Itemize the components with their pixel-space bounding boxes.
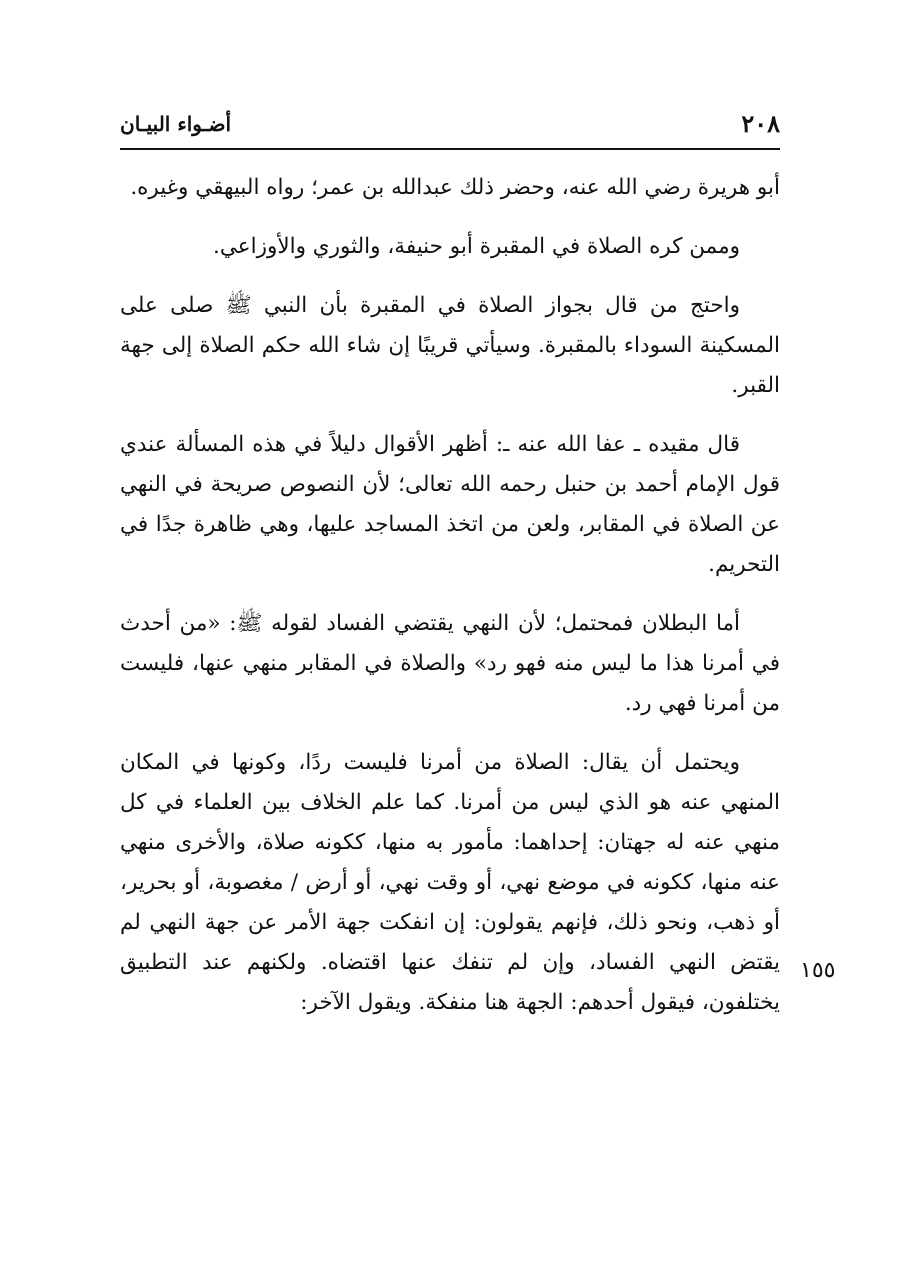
paragraph: ويحتمل أن يقال: الصلاة من أمرنا فليست ردًا، وكونها في المكان المنهي عنه هو الذي ليس من أمرنا. كما علم الخلاف بين العلماء في كل منهي عنه له جهتان: إحداهما: مأمور به منها، ككونه صلاة، والأخرى منهي عنه منها، ككونه في موضع نهي، أو وقت نهي، أو أرض / مغصوبة، أو بحرير، أو ذهب، ونحو ذلك، فإنهم يقولون: إن انفكت جهة الأمر عن جهة النهي لم يقتض النهي الفساد، وإن لم تنفك عنها اقتضاه. ولكنهم عند التطبيق يختلفون، فيقول أحدهم: الجهة هنا منفكة. ويقول الآخر:: [120, 750, 780, 1015]
body-text: [120, 168, 780, 1042]
margin-page-marker: ١٥٥: [800, 958, 836, 983]
page-header: [120, 108, 780, 144]
paragraph: أما البطلان فمحتمل؛ لأن النهي يقتضي الفساد لقوله ﷺ: «من أحدث في أمرنا هذا ما ليس منه فهو رد» والصلاة في المقابر منهي عنها، فليست من أمرنا فهي رد.: [120, 611, 780, 716]
paragraph: وممن كره الصلاة في المقبرة أبو حنيفة، والثوري والأوزاعي.: [213, 234, 740, 259]
paragraph-continuation: أبو هريرة رضي الله عنه، وحضر ذلك عبدالله بن عمر؛ رواه البيهقي وغيره.: [130, 175, 780, 200]
page-number: ٢٠٨: [741, 109, 780, 138]
paragraph: واحتج من قال بجواز الصلاة في المقبرة بأن النبي ﷺ صلى على المسكينة السوداء بالمقبرة. وسيأتي قريبًا إن شاء الله حكم الصلاة إلى جهة القبر.: [120, 293, 780, 398]
paragraph: قال مقيده ـ عفا الله عنه ـ: أظهر الأقوال دليلاً في هذه المسألة عندي قول الإمام أحمد بن حنبل رحمه الله تعالى؛ لأن النصوص صريحة في النهي عن الصلاة في المقابر، ولعن من اتخذ المساجد عليها، وهي ظاهرة جدًا في التحريم.: [120, 432, 780, 577]
book-title: أضـواء البيـان: [120, 112, 232, 136]
header-rule: [120, 148, 780, 150]
